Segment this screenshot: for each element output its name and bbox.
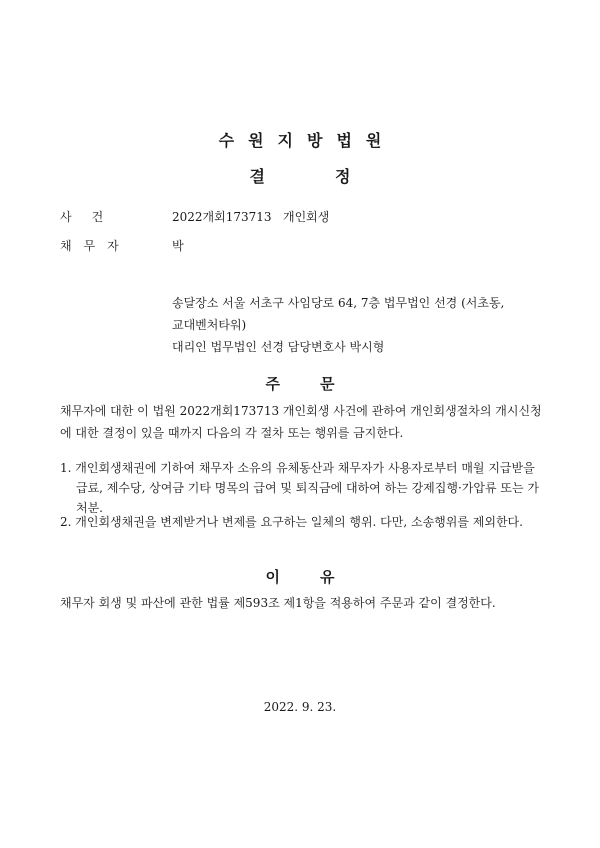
order-intro: 채무자에 대한 이 법원 2022개회173713 개인회생 사건에 관하여 개인회생절차의 개시신청에 대한 결정이 있을 때까지 다음의 각 절차 또는 행위를 금지한다.	[60, 404, 542, 440]
case-number: 2022개회173713	[172, 210, 272, 224]
agent-line: 대리인 법무법인 선경 담당변호사 박시형	[172, 340, 385, 354]
decision-date: 2022. 9. 23.	[263, 700, 337, 714]
order-item-1: 1. 개인회생채권에 기하여 채무자 소유의 유체동산과 채무자가 사용자로부터 매월 지급받을 급료, 제수당, 상여금 기타 명목의 급여 및 퇴직금에 대하여 하는 강제집행·가압류 또는 가처분.	[60, 461, 539, 515]
service-address-line1: 송달장소 서울 서초구 사임당로 64, 7층 법무법인 선경 (서초동,	[172, 296, 505, 310]
service-block	[172, 292, 552, 358]
order-heading: 주문	[265, 375, 375, 393]
debtor-name: 박	[172, 239, 184, 253]
reason-text: 채무자 회생 및 파산에 관한 법률 제593조 제1항을 적용하여 주문과 같이 결정한다.	[60, 596, 496, 610]
case-type: 개인회생	[283, 210, 330, 224]
case-value	[172, 208, 329, 225]
debtor-label: 채무자	[60, 239, 131, 253]
document-type: 결정	[249, 167, 421, 186]
order-item-2: 2. 개인회생채권을 변제받거나 변제를 요구하는 일체의 행위. 다만, 소송행위를 제외한다.	[60, 515, 523, 529]
service-address-line2: 교대벤처타워)	[172, 318, 247, 332]
reason-heading: 이유	[265, 568, 375, 586]
case-label: 사건	[60, 210, 124, 224]
court-title: 수원지방법원	[218, 131, 396, 150]
